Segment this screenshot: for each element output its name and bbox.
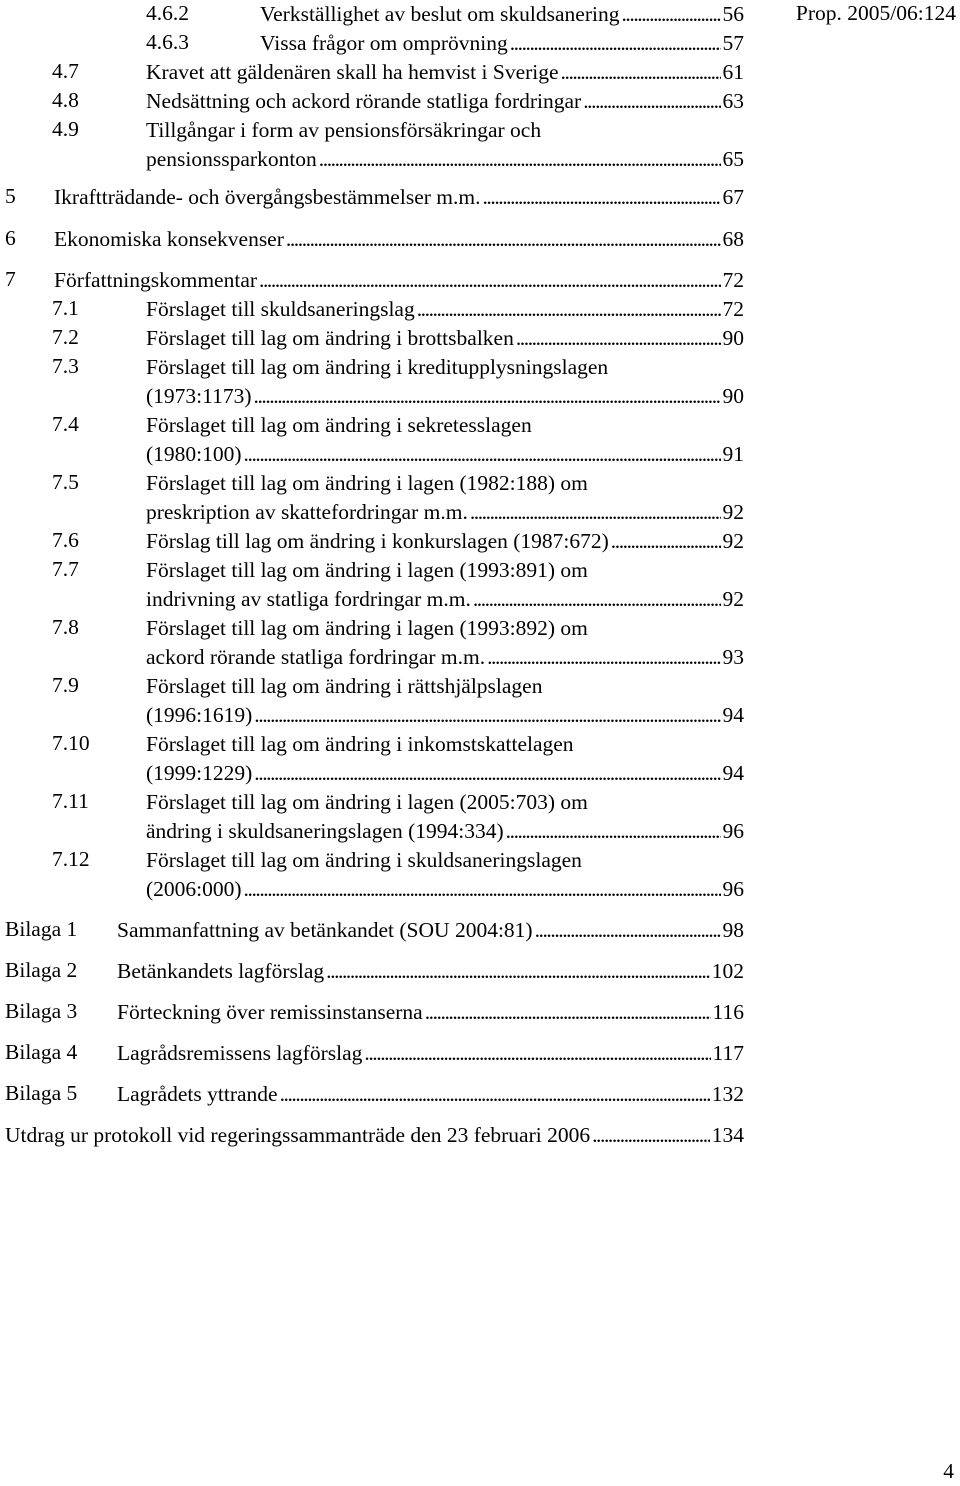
- toc-entry-title: Vissa frågor om omprövning: [260, 31, 508, 55]
- toc-entry-title: Sammanfattning av betänkandet (SOU 2004:81): [117, 918, 533, 942]
- toc-entry-number: 5: [5, 184, 16, 208]
- toc-entry-title: Förslaget till lag om ändring i lagen (2005:703) om: [146, 790, 588, 814]
- toc-entry-number: 4.8: [52, 88, 79, 112]
- toc-entry-title: (1999:1229): [146, 761, 253, 785]
- toc-entry-title: Förslaget till lag om ändring i inkomstskattelagen: [146, 732, 574, 756]
- toc-entry-page: 57: [721, 29, 745, 58]
- toc-entry-page: 63: [721, 87, 745, 116]
- toc-entry-page: 94: [721, 759, 745, 788]
- toc-entry-page: 90: [721, 382, 745, 411]
- toc-entry-title: Förslaget till lag om ändring i rättshjälpslagen: [146, 674, 543, 698]
- toc-entry-number: 7: [5, 267, 16, 291]
- toc-entry-page: 132: [710, 1080, 744, 1109]
- toc-entry-page: 116: [711, 998, 744, 1027]
- toc-entry-title: Förslaget till lag om ändring i lagen (1993:891) om: [146, 558, 588, 582]
- toc-entry-number: 6: [5, 226, 16, 250]
- toc-entry-page: 65: [721, 145, 745, 174]
- toc-entry-title: Ikraftträdande- och övergångsbestämmelser m.m.: [54, 185, 481, 209]
- toc-entry-title: (1996:1619): [146, 703, 253, 727]
- toc-entry-page: 98: [721, 916, 745, 945]
- toc-entry-title: Nedsättning och ackord rörande statliga fordringar: [146, 89, 582, 113]
- toc-entry-page: 92: [721, 527, 745, 556]
- toc-entry-title: Förslaget till lag om ändring i lagen (1982:188) om: [146, 471, 588, 495]
- toc-entry-title: Förslag till lag om ändring i konkurslagen (1987:672): [146, 529, 609, 553]
- toc-entry-page: 102: [710, 957, 744, 986]
- toc-entry-number: 7.5: [52, 470, 79, 494]
- toc-entry-title: indrivning av statliga fordringar m.m.: [146, 587, 471, 611]
- toc-entry-title: Förteckning över remissinstanserna: [117, 1000, 423, 1024]
- toc-entry-title: Utdrag ur protokoll vid regeringssammanträde den 23 februari 2006: [5, 1123, 591, 1147]
- toc-entry-title: (1980:100): [146, 442, 242, 466]
- toc-entry-page: 68: [721, 225, 745, 254]
- toc-entry-number: 7.11: [52, 789, 89, 813]
- toc-entry-number: 4.6.3: [146, 30, 189, 54]
- toc-entry-number: 4.6.2: [146, 1, 189, 25]
- toc-entry-number: Bilaga 1: [5, 917, 78, 941]
- toc-entry-page: 61: [721, 58, 745, 87]
- toc-entry-page: 56: [721, 0, 745, 29]
- toc-entry-page: 67: [721, 183, 745, 212]
- toc-entry-number: Bilaga 5: [5, 1081, 78, 1105]
- toc-entry-title: Förslaget till lag om ändring i kreditupplysningslagen: [146, 355, 609, 379]
- toc-entry-number: 7.10: [52, 731, 90, 755]
- toc-entry-title: Ekonomiska konsekvenser: [54, 227, 284, 251]
- toc-entry-page: 93: [721, 643, 745, 672]
- toc-entry-page: 92: [721, 498, 745, 527]
- page-number: 4: [943, 1459, 954, 1483]
- toc-entry-number: 7.12: [52, 847, 90, 871]
- toc-entry-page: 117: [711, 1039, 744, 1068]
- toc-entry-page: 94: [721, 701, 745, 730]
- toc-entry-title: Förslaget till lag om ändring i sekretesslagen: [146, 413, 532, 437]
- toc-entry-number: Bilaga 3: [5, 999, 78, 1023]
- toc-entry-title: Tillgångar i form av pensionsförsäkringar och: [146, 118, 542, 142]
- toc-entry-number: 7.3: [52, 354, 79, 378]
- toc-entry-title: ändring i skuldsaneringslagen (1994:334): [146, 819, 504, 843]
- toc-entry-title: preskription av skattefordringar m.m.: [146, 500, 468, 524]
- toc-entry-title: Förslaget till skuldsaneringslag: [146, 297, 415, 321]
- toc-entry-title: Lagrådets yttrande: [117, 1082, 278, 1106]
- toc-entry-page: 134: [710, 1121, 744, 1150]
- toc-entry-page: 91: [721, 440, 745, 469]
- toc-entry-page: 96: [721, 817, 745, 846]
- toc-entry-title: Förslaget till lag om ändring i brottsbalken: [146, 326, 514, 350]
- toc-entry-title: Betänkandets lagförslag: [117, 959, 325, 983]
- toc-entry-page: 96: [721, 875, 745, 904]
- toc-entry-number: Bilaga 4: [5, 1040, 78, 1064]
- toc-entry-title: pensionssparkonton: [146, 147, 317, 171]
- toc-entry-title: (2006:000): [146, 877, 242, 901]
- toc-entry-number: 7.2: [52, 325, 79, 349]
- toc-entry-number: 7.9: [52, 673, 79, 697]
- toc-entry-title: Lagrådsremissens lagförslag: [117, 1041, 363, 1065]
- toc-entry-number: 4.9: [52, 117, 79, 141]
- document-reference: Prop. 2005/06:124: [795, 1, 956, 25]
- toc-entry-number: 4.7: [52, 59, 79, 83]
- toc-entry-number: 7.8: [52, 615, 79, 639]
- toc-entry-number: 7.1: [52, 296, 79, 320]
- toc-entry-page: 72: [721, 295, 745, 324]
- toc-entry-number: 7.6: [52, 528, 79, 552]
- toc-entry-title: (1973:1173): [146, 384, 252, 408]
- toc-entry-title: Verkställighet av beslut om skuldsanering: [260, 2, 620, 26]
- toc-entry-title: Förslaget till lag om ändring i skuldsaneringslagen: [146, 848, 582, 872]
- toc-entry-title: Förslaget till lag om ändring i lagen (1993:892) om: [146, 616, 588, 640]
- toc-entry-number: Bilaga 2: [5, 958, 78, 982]
- toc-entry-number: 7.7: [52, 557, 79, 581]
- toc-entry-page: 90: [721, 324, 745, 353]
- toc-entry-title: Författningskommentar: [54, 268, 258, 292]
- toc-entry-page: 72: [721, 266, 745, 295]
- toc-entry-number: 7.4: [52, 412, 79, 436]
- toc-entry-page: 92: [721, 585, 745, 614]
- toc-entry-title: ackord rörande statliga fordringar m.m.: [146, 645, 486, 669]
- toc-entry-title: Kravet att gäldenären skall ha hemvist i Sverige: [146, 60, 559, 84]
